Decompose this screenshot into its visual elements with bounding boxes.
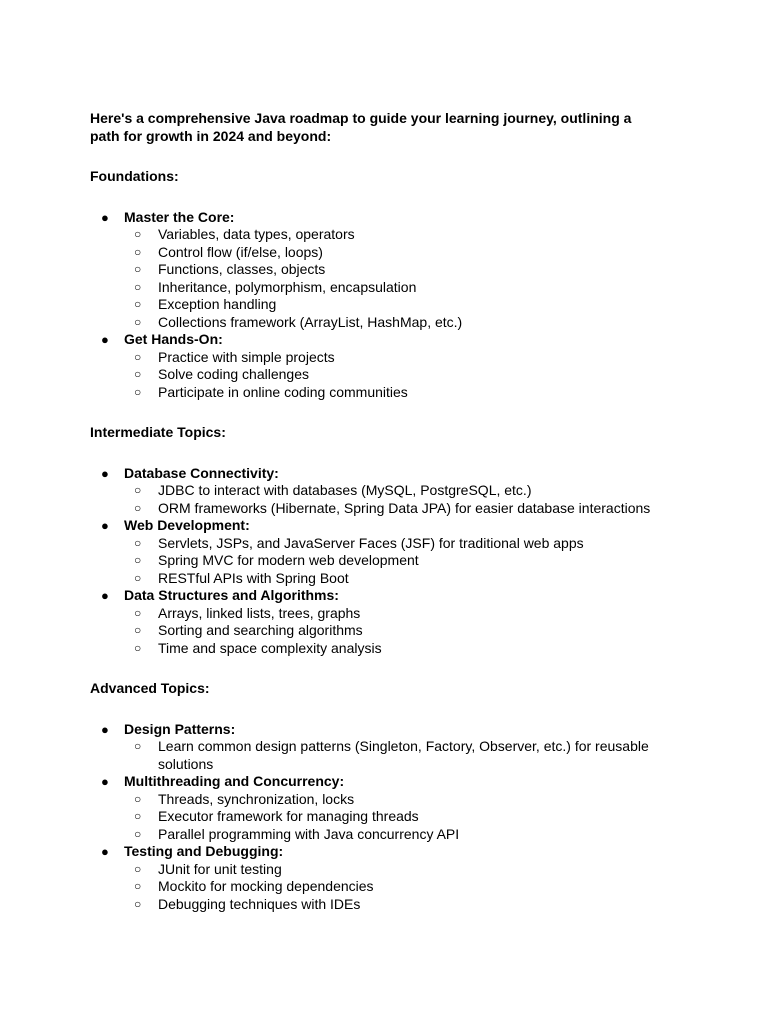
topic-list [90,465,660,658]
subtopic-text: Sorting and searching algorithms [158,622,363,638]
subtopic-text: JDBC to interact with databases (MySQL, PostgreSQL, etc.) [158,482,532,498]
topic-label: Database Connectivity: [124,464,279,481]
hollow-bullet-icon: ○ [134,262,142,276]
subtopic-text: Inheritance, polymorphism, encapsulation [158,278,417,295]
list-item [90,587,660,657]
subtopic-text: Functions, classes, objects [158,261,326,277]
hollow-bullet-icon: ○ [134,623,142,637]
subtopic-list [124,535,660,588]
subtopic-list [124,482,660,517]
filled-bullet-icon: ● [101,518,109,533]
subtopic-text: Exception handling [158,296,277,312]
section [90,680,660,913]
hollow-bullet-icon: ○ [134,227,142,241]
hollow-bullet-icon: ○ [134,879,142,893]
sub-list-item [124,896,660,914]
sub-list-item [124,826,660,844]
intro-paragraph: Here's a comprehensive Java roadmap to guide your learning journey, outlining a path for growth in 2024 and beyond: [90,110,632,144]
hollow-bullet-icon: ○ [134,553,142,567]
hollow-bullet-icon: ○ [134,349,142,364]
sub-list-item [124,349,660,367]
subtopic-list [124,605,660,658]
hollow-bullet-icon: ○ [134,739,142,753]
sub-list-item [124,384,660,402]
list-item [90,209,660,332]
subtopic-text: Variables, data types, operators [158,226,355,242]
sub-list-item [124,640,660,658]
subtopic-text: Threads, synchronization, locks [158,790,355,807]
section [90,168,660,401]
sub-list-item [124,808,660,826]
subtopic-text: Practice with simple projects [158,348,335,365]
filled-bullet-icon: ● [101,588,109,603]
hollow-bullet-icon: ○ [134,826,142,841]
subtopic-text: RESTful APIs with Spring Boot [158,569,349,586]
hollow-bullet-icon: ○ [134,483,142,497]
topic-label: Testing and Debugging: [124,843,284,859]
list-item [90,465,660,518]
hollow-bullet-icon: ○ [134,605,142,620]
subtopic-text: Spring MVC for modern web development [158,552,419,568]
sub-list-item [124,622,660,640]
sub-list-item [124,500,660,518]
subtopic-text: ORM frameworks (Hibernate, Spring Data JPA) for easier database interactions [158,499,651,516]
hollow-bullet-icon: ○ [134,640,142,655]
topic-label: Master the Core: [124,208,235,225]
document-body [90,110,660,913]
topic-list [90,209,660,402]
subtopic-list [124,791,660,844]
sub-list-item [124,366,660,384]
list-item [90,517,660,587]
sub-list-item [124,738,660,773]
subtopic-list [124,738,660,773]
list-item [90,773,660,843]
topic-list [90,721,660,914]
sub-list-item [124,279,660,297]
topic-label: Design Patterns: [124,720,236,737]
subtopic-text: Time and space complexity analysis [158,639,382,656]
subtopic-text: Mockito for mocking dependencies [158,878,374,894]
subtopic-text: Parallel programming with Java concurrency API [158,825,460,842]
subtopic-list [124,349,660,402]
subtopic-text: JUnit for unit testing [158,860,282,877]
hollow-bullet-icon: ○ [134,384,142,399]
subtopic-text: Learn common design patterns (Singleton, Factory, Observer, etc.) for reusable solutions [158,738,649,772]
subtopic-text: Participate in online coding communities [158,383,408,400]
hollow-bullet-icon: ○ [134,314,142,329]
topic-label: Data Structures and Algorithms: [124,587,339,603]
subtopic-text: Solve coding challenges [158,366,309,382]
subtopic-text: Executor framework for managing threads [158,808,419,824]
sub-list-item [124,570,660,588]
hollow-bullet-icon: ○ [134,535,142,550]
subtopic-text: Debugging techniques with IDEs [158,895,361,912]
sub-list-item [124,314,660,332]
filled-bullet-icon: ● [101,332,109,347]
hollow-bullet-icon: ○ [134,896,142,911]
hollow-bullet-icon: ○ [134,791,142,806]
sub-list-item [124,226,660,244]
hollow-bullet-icon: ○ [134,279,142,294]
list-item [90,721,660,774]
filled-bullet-icon: ● [101,465,109,481]
filled-bullet-icon: ● [101,844,109,859]
section-heading: Intermediate Topics: [90,424,226,440]
subtopic-list [124,226,660,331]
subtopic-text: Collections framework (ArrayList, HashMap, etc.) [158,313,463,330]
sub-list-item [124,552,660,570]
list-item [90,843,660,913]
section-heading: Advanced Topics: [90,680,210,696]
sections-container [90,168,660,913]
sub-list-item [124,261,660,279]
hollow-bullet-icon: ○ [134,809,142,823]
sub-list-item [124,535,660,553]
filled-bullet-icon: ● [101,721,109,737]
topic-label: Get Hands-On: [124,331,223,347]
hollow-bullet-icon: ○ [134,861,142,876]
sub-list-item [124,878,660,896]
sub-list-item [124,482,660,500]
hollow-bullet-icon: ○ [134,500,142,515]
subtopic-text: Servlets, JSPs, and JavaServer Faces (JSF) for traditional web apps [158,534,584,551]
filled-bullet-icon: ● [101,209,109,225]
subtopic-text: Control flow (if/else, loops) [158,243,323,260]
hollow-bullet-icon: ○ [134,244,142,259]
sub-list-item [124,791,660,809]
hollow-bullet-icon: ○ [134,297,142,311]
section [90,424,660,657]
sub-list-item [124,296,660,314]
section-heading: Foundations: [90,168,179,184]
sub-list-item [124,861,660,879]
filled-bullet-icon: ● [101,774,109,789]
sub-list-item [124,605,660,623]
hollow-bullet-icon: ○ [134,367,142,381]
subtopic-list [124,861,660,914]
sub-list-item [124,244,660,262]
subtopic-text: Arrays, linked lists, trees, graphs [158,604,361,621]
hollow-bullet-icon: ○ [134,570,142,585]
list-item [90,331,660,401]
topic-label: Multithreading and Concurrency: [124,773,345,789]
topic-label: Web Development: [124,517,250,533]
